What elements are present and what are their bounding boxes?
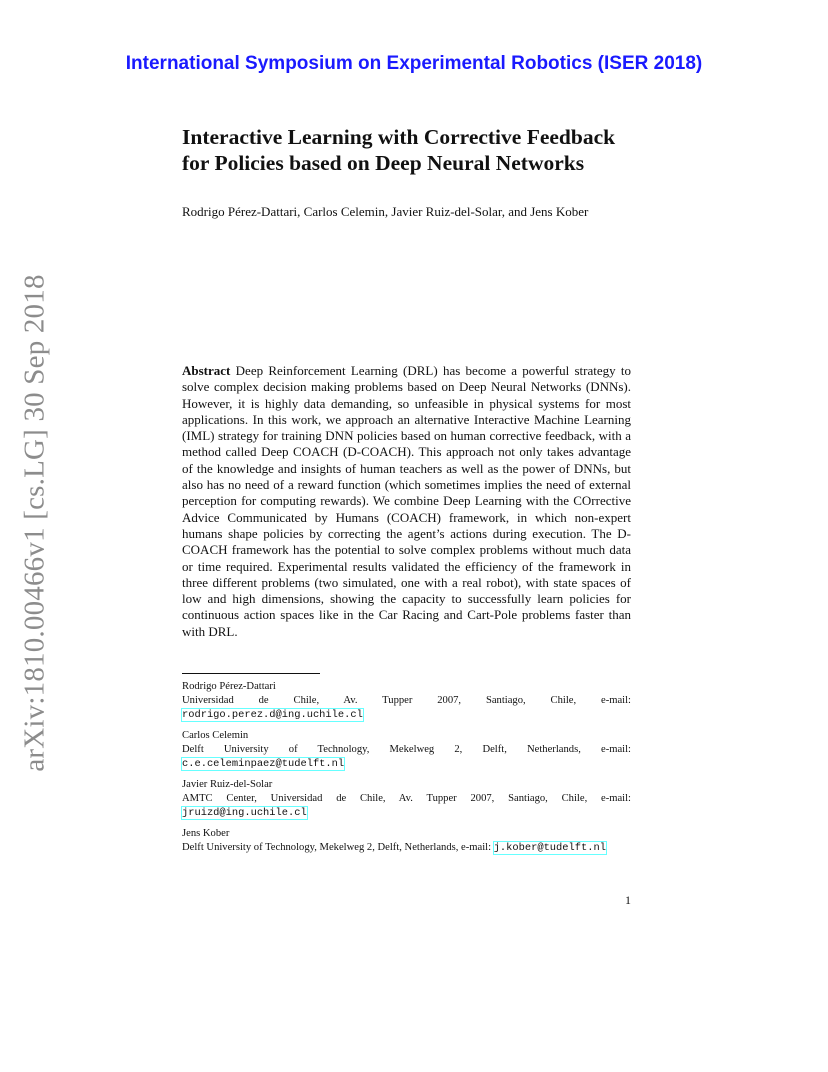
- title-line-2: for Policies based on Deep Neural Networks: [182, 151, 585, 175]
- affiliation-note: [182, 729, 631, 771]
- paper-title: [182, 124, 652, 176]
- abstract-text: Deep Reinforcement Learning (DRL) has become a powerful strategy to solve complex decision making problems based on Deep Neural Networks (DNNs). However, it is highly data demanding, so unfeasible in physical systems for most applications. In this work, we approach an alternative Interactive Machine Learning (IML) strategy for training DNN policies based on human corrective feedback, with a method called Deep COACH (D-COACH). This approach not only takes advantage of the knowledge and insights of human teachers as well as the power of DNNs, but also has no need of a reward function (which sometimes implies the need of external perception for computing rewards). We combine Deep Learning with the COrrective Advice Communicated by Humans (COACH) framework, in which non-expert humans shape policies by correcting the agent’s actions during execution. The D-COACH framework has the potential to solve complex problems without much data or time required. Experimental results validated the efficiency of the framework in three different problems (two simulated, one with a real robot), with state spaces of low and high dimensions, showing the capacity to successfully learn policies for continuous action spaces like in the Car Racing and Cart-Pole problems faster than with DRL.: [182, 363, 631, 639]
- author-list: Rodrigo Pérez-Dattari, Carlos Celemin, Javier Ruiz-del-Solar, and Jens Kober: [182, 204, 589, 219]
- affiliation-author-name: Carlos Celemin: [182, 730, 249, 741]
- email-link[interactable]: jruizd@ing.uchile.cl: [182, 807, 307, 819]
- affiliation-address: AMTC Center, Universidad de Chile, Av. Tupper 2007, Santiago, Chile, e-mail:: [182, 793, 631, 804]
- email-link[interactable]: j.kober@tudelft.nl: [493, 842, 606, 854]
- affiliation-address: Universidad de Chile, Av. Tupper 2007, Santiago, Chile, e-mail:: [182, 695, 631, 706]
- affiliation-address: Delft University of Technology, Mekelweg 2, Delft, Netherlands, e-mail:: [182, 744, 631, 755]
- affiliation-note: [182, 827, 631, 855]
- affiliation-text: [182, 743, 631, 771]
- email-link[interactable]: rodrigo.perez.d@ing.uchile.cl: [182, 709, 363, 721]
- affiliation-text: [182, 694, 631, 722]
- affiliation-text: [182, 841, 631, 855]
- arxiv-identifier: arXiv:1810.00466v1 [cs.LG] 30 Sep 2018: [18, 274, 51, 772]
- affiliation-address: Delft University of Technology, Mekelweg 2, Delft, Netherlands, e-mail:: [182, 842, 494, 853]
- email-link[interactable]: c.e.celeminpaez@tudelft.nl: [182, 758, 345, 770]
- page-number: 1: [625, 893, 631, 907]
- affiliation-text: [182, 792, 631, 820]
- affiliation-note: [182, 680, 631, 722]
- author-affiliations: [182, 680, 631, 862]
- affiliation-note: [182, 778, 631, 820]
- affiliation-author-name: Javier Ruiz-del-Solar: [182, 779, 273, 790]
- affiliation-author-name: Rodrigo Pérez-Dattari: [182, 681, 276, 692]
- title-line-1: Interactive Learning with Corrective Feedback: [182, 125, 616, 149]
- affiliation-author-name: Jens Kober: [182, 828, 230, 839]
- footnote-rule: [182, 673, 320, 674]
- abstract: [182, 363, 631, 640]
- abstract-label: Abstract: [182, 363, 231, 378]
- venue-header: International Symposium on Experimental Robotics (ISER 2018): [125, 53, 703, 74]
